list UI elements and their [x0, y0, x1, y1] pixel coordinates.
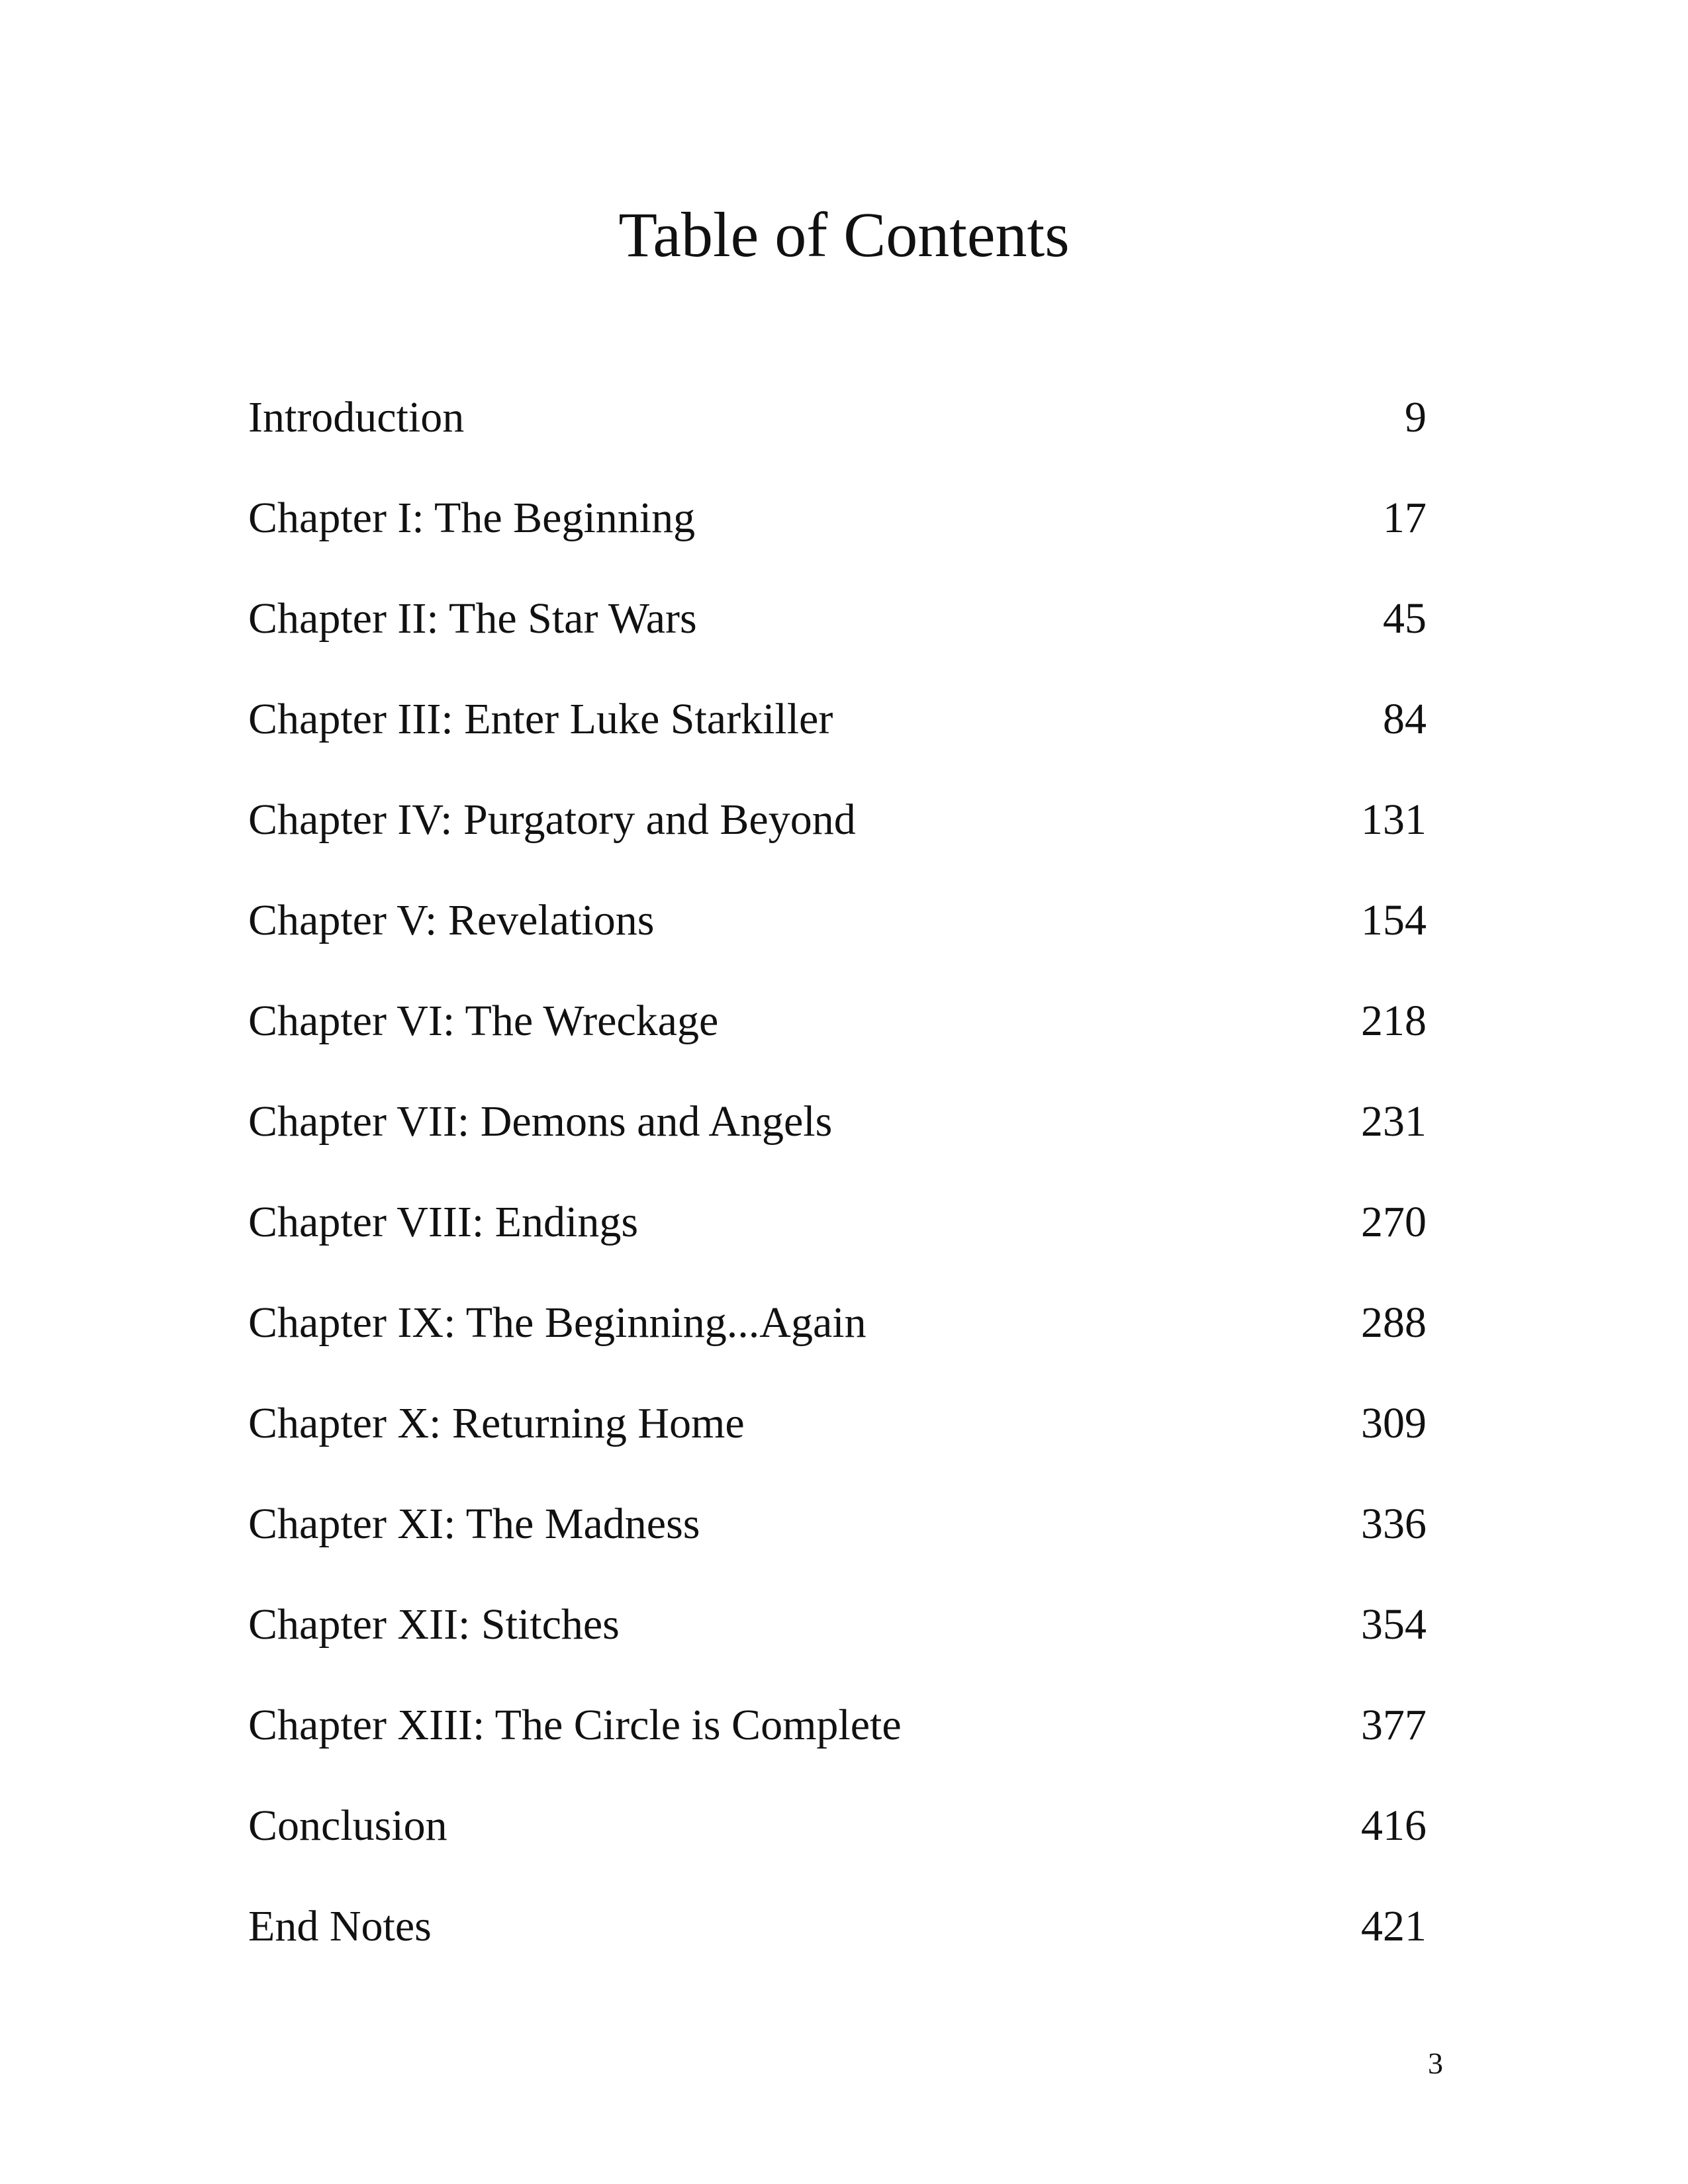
toc-entry-page: 131 — [1361, 796, 1427, 844]
toc-entry-page: 377 — [1361, 1701, 1427, 1749]
toc-entry-title: Chapter VIII: Endings — [248, 1198, 639, 1246]
toc-entry-title: Chapter VI: The Wreckage — [248, 997, 719, 1045]
toc-entry-page: 288 — [1361, 1298, 1427, 1347]
toc-entry-title: Chapter XI: The Madness — [248, 1500, 700, 1548]
toc-entry-page: 17 — [1383, 494, 1427, 542]
toc-entry-page: 421 — [1361, 1902, 1427, 1950]
toc-entry-title: Chapter II: The Star Wars — [248, 594, 697, 643]
toc-entry-title: Chapter IX: The Beginning...Again — [248, 1298, 867, 1347]
toc-entry[interactable] — [248, 1394, 1427, 1494]
toc-entry-page: 45 — [1383, 594, 1427, 643]
page-title: Table of Contents — [618, 199, 1070, 270]
toc-entry-page: 270 — [1361, 1198, 1427, 1246]
toc-entry[interactable] — [248, 991, 1427, 1092]
toc-entry-title: Chapter V: Revelations — [248, 896, 655, 944]
toc-entry-page: 218 — [1361, 997, 1427, 1045]
toc-entry[interactable] — [248, 1193, 1427, 1293]
toc-entry-title: Chapter III: Enter Luke Starkiller — [248, 695, 833, 743]
toc-entry[interactable] — [248, 790, 1427, 891]
toc-entry-page: 154 — [1361, 896, 1427, 944]
toc-entry[interactable] — [248, 1696, 1427, 1796]
toc-entry[interactable] — [248, 1293, 1427, 1394]
toc-entry-title: Chapter IV: Purgatory and Beyond — [248, 796, 856, 844]
toc-entry-page: 231 — [1361, 1097, 1427, 1146]
toc-entry[interactable] — [248, 589, 1427, 690]
toc-entry[interactable] — [248, 1494, 1427, 1595]
toc-list — [248, 388, 1427, 1997]
toc-entry-page: 309 — [1361, 1399, 1427, 1447]
toc-entry[interactable] — [248, 1897, 1427, 1997]
toc-entry[interactable] — [248, 1796, 1427, 1897]
toc-entry[interactable] — [248, 388, 1427, 488]
toc-entry-title: Chapter VII: Demons and Angels — [248, 1097, 833, 1146]
toc-entry-title: Conclusion — [248, 1801, 447, 1850]
toc-entry-title: Introduction — [248, 393, 465, 441]
toc-entry-page: 354 — [1361, 1600, 1427, 1649]
toc-entry[interactable] — [248, 690, 1427, 790]
page-number: 3 — [1428, 2046, 1443, 2080]
toc-entry[interactable] — [248, 488, 1427, 589]
toc-entry-title: End Notes — [248, 1902, 432, 1950]
toc-entry-page: 9 — [1405, 393, 1427, 441]
toc-entry-title: Chapter XII: Stitches — [248, 1600, 620, 1649]
toc-entry-title: Chapter X: Returning Home — [248, 1399, 745, 1447]
toc-entry[interactable] — [248, 891, 1427, 991]
toc-entry-title: Chapter I: The Beginning — [248, 494, 696, 542]
toc-entry[interactable] — [248, 1092, 1427, 1193]
toc-entry[interactable] — [248, 1595, 1427, 1696]
toc-entry-page: 416 — [1361, 1801, 1427, 1850]
toc-entry-page: 336 — [1361, 1500, 1427, 1548]
toc-entry-title: Chapter XIII: The Circle is Complete — [248, 1701, 902, 1749]
toc-entry-page: 84 — [1383, 695, 1427, 743]
